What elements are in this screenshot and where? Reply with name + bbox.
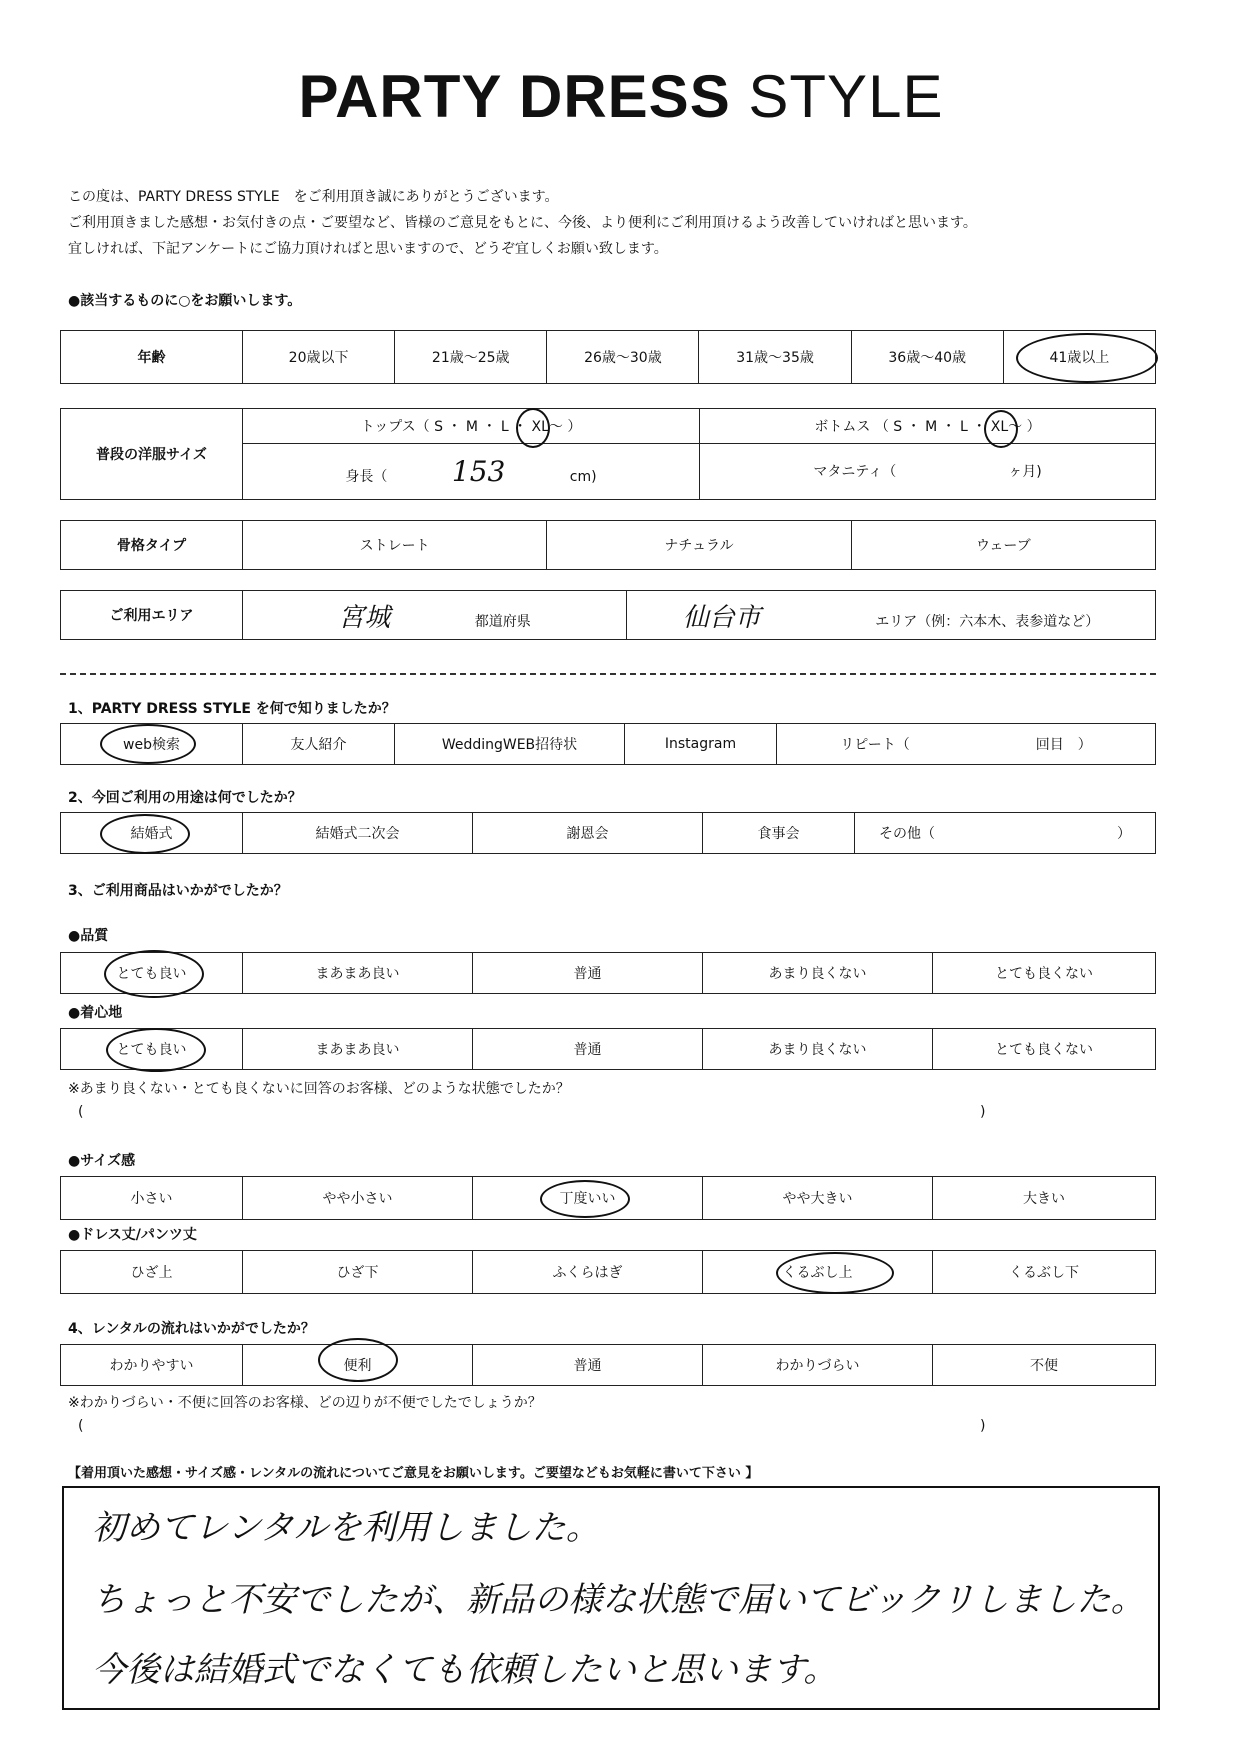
- age-option[interactable]: 21歳〜25歳: [395, 331, 547, 384]
- length-label: ●ドレス丈/パンツ丈: [68, 1227, 197, 1243]
- height-value: 153: [451, 454, 506, 488]
- comment-line: 今後は結婚式でなくても依頼したいと思います。: [92, 1650, 838, 1690]
- comments-header: 【着用頂いた感想・サイズ感・レンタルの流れについてご意見をお願いします。ご要望などもお気軽に書いて下さい 】: [68, 1466, 759, 1481]
- brand-logo: [0, 62, 1242, 131]
- quality-option[interactable]: とても良くない: [933, 953, 1156, 994]
- prefecture-value: 宮城: [338, 602, 391, 633]
- tops-selection-circle: [516, 408, 550, 448]
- maternity-field[interactable]: マタニティ（ ヶ月): [700, 443, 1156, 499]
- prefecture-field[interactable]: [243, 591, 627, 640]
- height-prefix: 身長（: [345, 468, 388, 485]
- q2-title: 2、今回ご利用の用途は何でしたか？: [68, 790, 302, 806]
- q1-option[interactable]: Instagram: [625, 724, 777, 765]
- q4-option[interactable]: わかりづらい: [703, 1345, 933, 1386]
- selection-circle: [100, 814, 190, 854]
- q4-option[interactable]: 普通: [473, 1345, 703, 1386]
- q2-option[interactable]: 結婚式二次会: [243, 813, 473, 854]
- rental-bad-note: ※わかりづらい・不便に回答のお客様、どの辺りが不便でしたでしょうか？: [68, 1395, 542, 1411]
- comments-box[interactable]: [62, 1486, 1160, 1710]
- quality-option-selected[interactable]: とても良い: [61, 953, 243, 994]
- comfort-option[interactable]: まあまあ良い: [243, 1029, 473, 1070]
- quality-label: ●品質: [68, 928, 109, 944]
- size-feel-option[interactable]: やや大きい: [703, 1177, 933, 1220]
- q2-option[interactable]: 食事会: [703, 813, 855, 854]
- area-label: ご利用エリア: [61, 591, 243, 640]
- size-feel-label: ●サイズ感: [68, 1153, 136, 1169]
- selection-circle: [776, 1252, 894, 1294]
- q1-option-selected[interactable]: web検索: [61, 724, 243, 765]
- q2-table: [60, 812, 1156, 854]
- q2-option-selected[interactable]: 結婚式: [61, 813, 243, 854]
- length-option[interactable]: ふくらはぎ: [473, 1251, 703, 1294]
- quality-option[interactable]: まあまあ良い: [243, 953, 473, 994]
- age-label: 年齢: [61, 331, 243, 384]
- q4-title: 4、レンタルの流れはいかがでしたか？: [68, 1321, 315, 1337]
- size-feel-option-selected[interactable]: 丁度いい: [473, 1177, 703, 1220]
- prefecture-label: 都道府県: [474, 613, 531, 630]
- area-table: [60, 590, 1156, 640]
- selection-circle: [318, 1338, 398, 1382]
- q4-option-selected[interactable]: 便利: [243, 1345, 473, 1386]
- frame-option[interactable]: ナチュラル: [547, 521, 851, 570]
- q2-option[interactable]: その他（ ）: [855, 813, 1156, 854]
- quality-table: [60, 952, 1156, 994]
- quality-option[interactable]: 普通: [473, 953, 703, 994]
- selection-circle: [104, 950, 204, 998]
- paren-open: (: [78, 1418, 84, 1434]
- comfort-option-selected[interactable]: とても良い: [61, 1029, 243, 1070]
- age-option[interactable]: 20歳以下: [243, 331, 395, 384]
- logo-light: STYLE: [748, 63, 944, 130]
- length-option[interactable]: くるぶし下: [933, 1251, 1156, 1294]
- comment-line: ちょっと不安でしたが、新品の様な状態で届いてビックリしました。: [92, 1580, 1145, 1620]
- q3-title: 3、ご利用商品はいかがでしたか？: [68, 883, 288, 899]
- q1-option[interactable]: リピート（ 回目 ）: [777, 724, 1156, 765]
- age-option-selected[interactable]: 41歳以上: [1003, 331, 1155, 384]
- size-feel-option[interactable]: 大きい: [933, 1177, 1156, 1220]
- selection-circle: [1016, 333, 1158, 383]
- comfort-option[interactable]: とても良くない: [933, 1029, 1156, 1070]
- intro-line: 宜しければ、下記アンケートにご協力頂ければと思いますので、どうぞ宜しくお願い致します。: [68, 241, 668, 257]
- size-label: 普段の洋服サイズ: [61, 409, 243, 500]
- size-feel-option[interactable]: やや小さい: [243, 1177, 473, 1220]
- bottoms-size[interactable]: ボトムス （ S ・ M ・ L ・ XL〜 ）: [700, 409, 1156, 444]
- frame-option[interactable]: ウェーブ: [851, 521, 1155, 570]
- intro-line: この度は、PARTY DRESS STYLE をご利用頂き誠にありがとうございます。: [68, 189, 559, 205]
- logo-bold: PARTY DRESS: [298, 63, 731, 130]
- height-suffix: cm): [569, 468, 597, 485]
- q4-table: [60, 1344, 1156, 1386]
- area-hint: エリア（例：六本木、表参道など）: [875, 613, 1100, 630]
- selection-circle: [106, 1028, 206, 1072]
- selection-circle: [540, 1180, 630, 1218]
- age-table: [60, 330, 1156, 384]
- q4-option[interactable]: 不便: [933, 1345, 1156, 1386]
- comment-line: 初めてレンタルを利用しました。: [92, 1508, 600, 1548]
- quality-option[interactable]: あまり良くない: [703, 953, 933, 994]
- height-field[interactable]: [243, 443, 700, 499]
- length-option[interactable]: ひざ下: [243, 1251, 473, 1294]
- q1-option[interactable]: 友人紹介: [243, 724, 395, 765]
- frame-label: 骨格タイプ: [61, 521, 243, 570]
- tops-size[interactable]: トップス（ S ・ M ・ L ・ XL〜 ）: [243, 409, 700, 444]
- q4-option[interactable]: わかりやすい: [61, 1345, 243, 1386]
- instruction-heading: ●該当するものに○をお願いします。: [68, 293, 302, 309]
- frame-table: [60, 520, 1156, 570]
- city-field[interactable]: [627, 591, 1156, 640]
- length-option[interactable]: ひざ上: [61, 1251, 243, 1294]
- size-feel-option[interactable]: 小さい: [61, 1177, 243, 1220]
- q1-title: 1、PARTY DRESS STYLE を何で知りましたか？: [68, 701, 396, 717]
- age-option[interactable]: 26歳〜30歳: [547, 331, 699, 384]
- comfort-option[interactable]: あまり良くない: [703, 1029, 933, 1070]
- comfort-table: [60, 1028, 1156, 1070]
- q1-table: [60, 723, 1156, 765]
- q1-option[interactable]: WeddingWEB招待状: [395, 724, 625, 765]
- intro-line: ご利用頂きました感想・お気付きの点・ご要望など、皆様のご意見をもとに、今後、より便利にご利用頂けるよう改善していければと思います。: [68, 215, 977, 231]
- age-option[interactable]: 36歳〜40歳: [851, 331, 1003, 384]
- paren-close: ): [980, 1104, 986, 1120]
- q2-option[interactable]: 謝恩会: [473, 813, 703, 854]
- bottoms-selection-circle: [984, 410, 1018, 448]
- length-table: [60, 1250, 1156, 1294]
- intro-text: [68, 184, 977, 262]
- section-divider: [60, 673, 1156, 675]
- frame-option[interactable]: ストレート: [243, 521, 547, 570]
- comfort-label: ●着心地: [68, 1005, 123, 1021]
- quality-bad-note: ※あまり良くない・とても良くないに回答のお客様、どのような状態でしたか？: [68, 1081, 570, 1097]
- comfort-option[interactable]: 普通: [473, 1029, 703, 1070]
- age-option[interactable]: 31歳〜35歳: [699, 331, 851, 384]
- selection-circle: [100, 724, 196, 764]
- paren-open: (: [78, 1104, 84, 1120]
- length-option-selected[interactable]: くるぶし上: [703, 1251, 933, 1294]
- paren-close: ): [980, 1418, 986, 1434]
- city-value: 仙台市: [682, 602, 761, 633]
